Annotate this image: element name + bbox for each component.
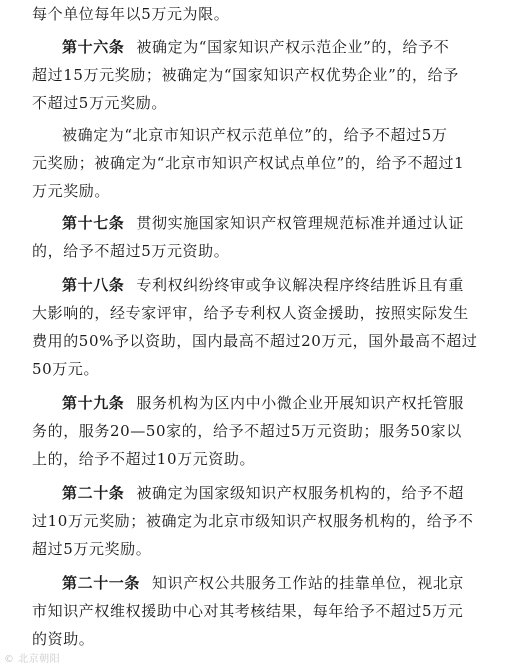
text-line: 万元奖励。 xyxy=(32,182,111,200)
text-line: 超过15万元奖励；被确定为“国家知识产权优势企业”的，给予 xyxy=(32,66,459,84)
article-text: 贯彻实施国家知识产权管理规范标准并通过认证 xyxy=(136,214,465,232)
text-line: 50万元。 xyxy=(32,360,100,378)
watermark: © 北京朝阳 xyxy=(4,654,61,665)
article-label: 第十七条 xyxy=(62,214,125,232)
text-line: 市知识产权维权援助中心对其考核结果，每年给予不超过5万元 xyxy=(32,602,464,620)
article-label: 第十六条 xyxy=(62,38,125,56)
article-label: 第十九条 xyxy=(62,394,125,412)
text-line: 不超过5万元奖励。 xyxy=(32,94,167,112)
article-label: 第二十一条 xyxy=(62,574,141,592)
text-line: 元奖励；被确定为“北京市知识产权试点单位”的，给予不超过1 xyxy=(32,154,465,172)
article-label: 第二十条 xyxy=(62,484,125,502)
text-line: 费用的50%予以资助，国内最高不超过20万元，国外最高不超过 xyxy=(32,332,478,350)
article-21-line-1 xyxy=(62,569,464,597)
text-line: 的，给予不超过5万元资助。 xyxy=(32,242,230,260)
text-line: 上的，给予不超过10万元资助。 xyxy=(32,450,256,468)
article-text: 被确定为“国家知识产权示范企业”的，给予不 xyxy=(136,38,450,56)
article-text: 专利权纠纷终审或争议解决程序终结胜诉且有重 xyxy=(136,276,465,294)
text-line: 每个单位每年以5万元为限。 xyxy=(32,5,230,23)
article-16-line-1 xyxy=(62,33,449,61)
text-line: 务的，服务20—50家的，给予不超过5万元资助；服务50家以 xyxy=(32,422,462,440)
article-17-line-1 xyxy=(62,209,464,237)
text-line: 过10万元奖励；被确定为北京市级知识产权服务机构的，给予不 xyxy=(32,512,474,530)
article-text: 服务机构为区内中小微企业开展知识产权托管服 xyxy=(136,394,465,412)
text-line: 大影响的，经专家评审，给予专利权人资金援助，按照实际发生 xyxy=(32,304,469,322)
article-19-line-1 xyxy=(62,389,464,417)
article-text: 被确定为国家级知识产权服务机构的，给予不超 xyxy=(136,484,465,502)
text-line: 超过5万元奖励。 xyxy=(32,540,152,558)
article-20-line-1 xyxy=(62,479,464,507)
article-text: 知识产权公共服务工作站的挂靠单位，视北京 xyxy=(152,574,465,592)
article-18-line-1 xyxy=(62,271,464,299)
text-line: 被确定为“北京市知识产权示范单位”的，给予不超过5万 xyxy=(62,126,448,144)
article-label: 第十八条 xyxy=(62,276,125,294)
text-line: 的资助。 xyxy=(32,630,95,648)
